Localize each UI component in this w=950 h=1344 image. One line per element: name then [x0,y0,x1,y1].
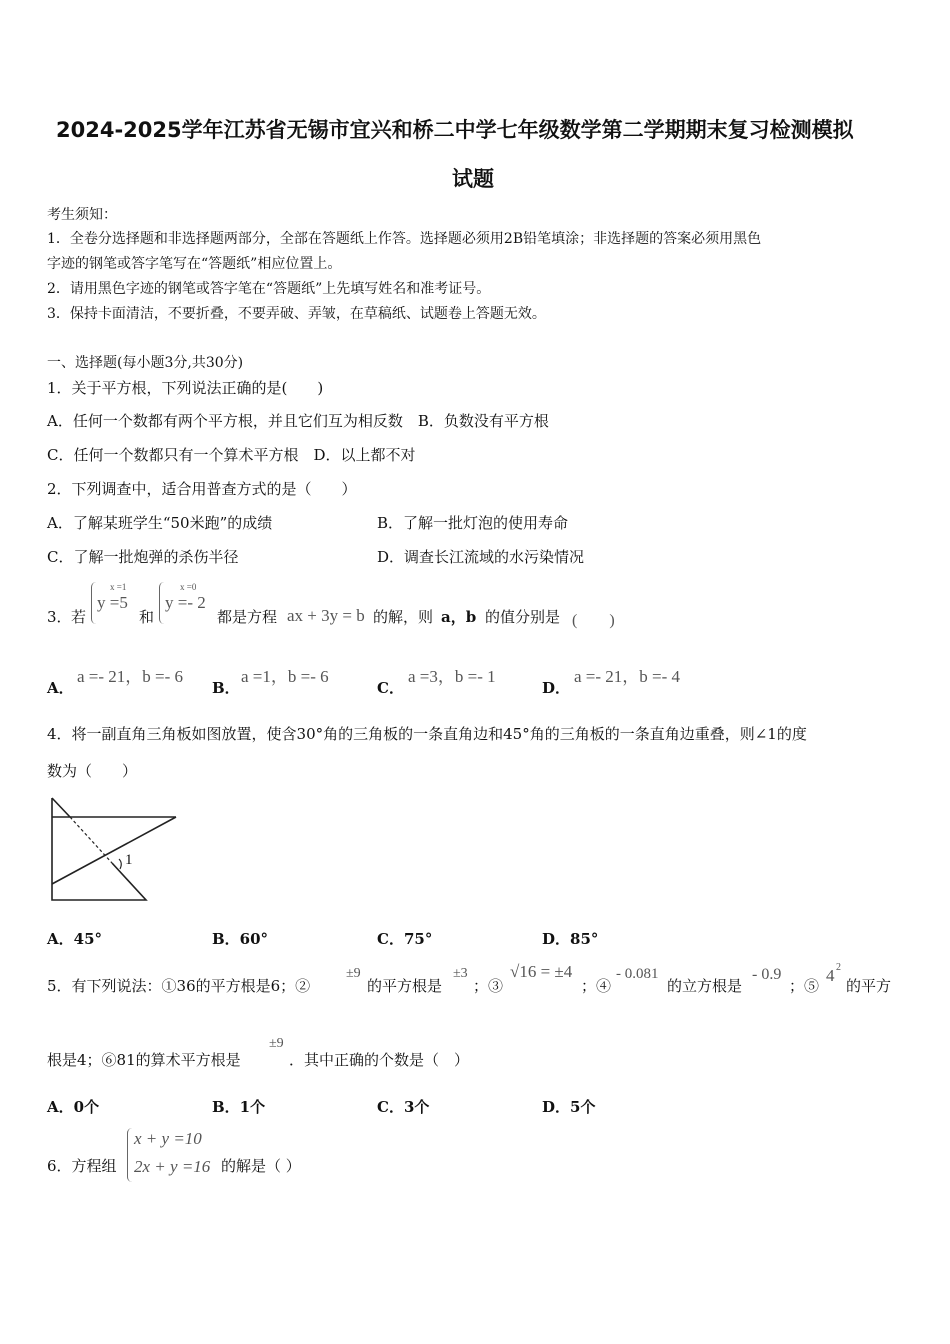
q6-system-brace [127,1128,132,1182]
q3-ruo: 若 [71,608,87,626]
hidden-edge-dashed [70,817,112,863]
q2-option-c: C．了解一批炮弹的杀伤半径 [47,548,239,566]
q3-equation: ax + 3y = b [287,606,365,625]
q5-sqrt16: √16 = ±4 [510,962,573,981]
q5-part2: 的平方根是 [367,977,443,995]
q3-tail2: 的值分别是 [485,608,561,626]
q4-stem-line1: 4．将一副直角三角板如图放置，使含30°角的三角板的一条直角边和45°角的三角板的一条直角边重叠，则∠1的度 [47,725,807,743]
q5-four: 4 [826,966,835,985]
q5-option-d: D．5个 [542,1098,596,1116]
q5-option-b: B．1个 [212,1098,266,1116]
q3-mid-text: 都是方程 [217,608,278,626]
q4-option-a: A．45° [47,930,103,948]
q3-system2-top: x =0 [180,582,197,592]
q3-system2-brace [159,582,164,624]
notice-item-3: 3．保持卡面清洁，不要折叠，不要弄破、弄皱，在草稿纸、试题卷上答题无效。 [47,306,546,322]
q2-stem: 2．下列调查中，适合用普查方式的是（ ） [47,480,357,498]
q2-option-a: A．了解某班学生“50米跑”的成绩 [47,514,273,532]
q3-system2-bottom: y =- 2 [165,593,206,612]
q4-stem-line2: 数为（ ） [47,762,138,780]
q3-option-a-label: A． [47,679,74,697]
q4-triangle-figure [44,793,184,905]
q3-option-d-value: a =- 21，b =- 4 [574,667,681,686]
q3-tail-text: 的解，则 [373,608,434,626]
q5-option-c: C．3个 [377,1098,430,1116]
q3-option-c-value: a =3，b =- 1 [408,667,496,686]
q3-system1-top: x =1 [110,582,127,592]
section-heading: 一、选择题(每小题3分,共30分) [47,355,244,371]
q2-option-d: D．调查长江流域的水污染情况 [377,548,585,566]
q6-equation-2: 2x + y =16 [134,1157,211,1176]
q6-stem: 6．方程组 [47,1157,117,1175]
q6-equation-1: x + y =10 [134,1129,202,1148]
q3-option-b-value: a =1，b =- 6 [241,667,329,686]
q5-neg0081: - 0.081 [616,966,659,982]
q2-option-b: B．了解一批灯泡的使用寿命 [377,514,569,532]
triangle-45-edge-top [52,798,70,817]
q3-system1-bottom: y =5 [97,593,128,612]
q3-system1-brace [91,582,96,624]
q5-line2-a: 根是4；⑥81的算术平方根是 [47,1051,241,1069]
q3-number: 3． [47,608,72,626]
q3-option-b-label: B． [212,679,240,697]
document-title-line1: 2024-2025学年江苏省无锡市宜兴和桥二中学七年级数学第二学期期末复习检测模拟 [56,118,854,142]
q3-ab: a，b [441,608,477,626]
document-title-line2: 试题 [452,167,494,191]
q5-part4: ；④ [581,977,612,995]
q3-he: 和 [139,608,155,626]
q5-option-a: A．0个 [47,1098,100,1116]
q1-options-row1: A．任何一个数都有两个平方根，并且它们互为相反数 B．负数没有平方根 [47,412,549,430]
q5-part1: 5．有下列说法：①36的平方根是6；② [47,977,311,995]
triangle-30-hypotenuse [52,817,176,884]
q3-answer-paren: ( ) [572,612,615,629]
q3-option-d-label: D． [542,679,571,697]
q5-exponent: 2 [836,962,841,973]
q1-options-row2: C．任何一个数都只有一个算术平方根 D．以上都不对 [47,446,416,464]
q6-tail: 的解是（ ） [221,1157,301,1175]
q5-part3: ；③ [473,977,504,995]
q5-neg09: - 0.9 [752,966,782,983]
q4-option-b: B．60° [212,930,269,948]
notice-item-1a: 1．全卷分选择题和非选择题两部分，全部在答题纸上作答。选择题必须用2B铅笔填涂；非选择题的答案必须用黑色 [47,231,762,247]
q5-pm3: ±3 [453,966,468,981]
angle-1-arc [119,859,121,869]
q5-pm9: ±9 [346,966,361,981]
notice-heading: 考生须知： [47,207,117,223]
angle-1-label: 1 [125,852,133,868]
q4-option-c: C．75° [377,930,433,948]
q5-line2-b: ．其中正确的个数是（ ） [289,1051,470,1069]
q3-option-a-value: a =- 21，b =- 6 [77,667,184,686]
q1-stem: 1．关于平方根，下列说法正确的是( ) [47,379,324,397]
q4-option-d: D．85° [542,930,599,948]
q5-part7: 的平方 [846,977,892,995]
q5-part5: 的立方根是 [667,977,743,995]
q5-pm9-b: ±9 [269,1036,284,1051]
notice-item-1b: 字迹的钢笔或答字笔写在“答题纸”相应位置上。 [47,256,342,272]
notice-item-2: 2．请用黑色字迹的钢笔或答字笔在“答题纸”上先填写姓名和准考证号。 [47,281,491,297]
q5-part6: ；⑤ [789,977,820,995]
q3-option-c-label: C． [377,679,404,697]
